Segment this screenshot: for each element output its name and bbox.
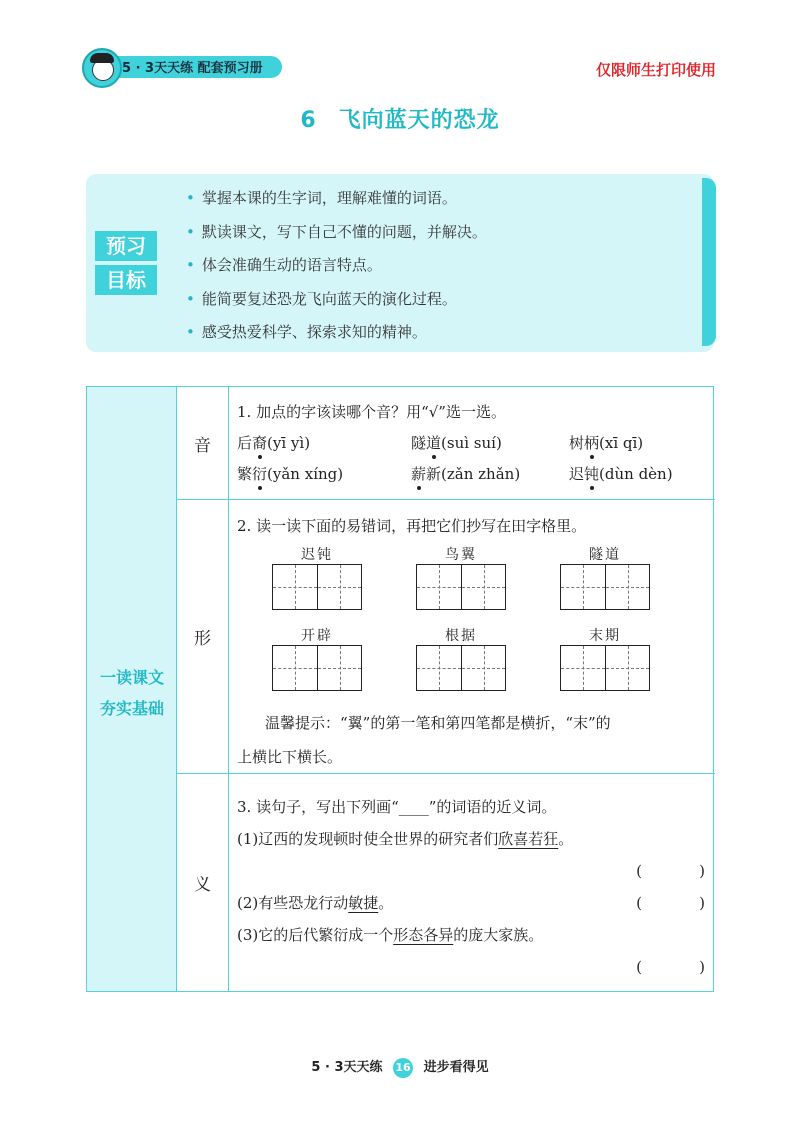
tianzige-box[interactable] (560, 564, 650, 610)
footer-left: 5 · 3天天练 (311, 1060, 383, 1075)
sound-question: 1. 加点的字该读哪个音？用“√”选一选。 后裔(yī yì) 隧道(suì suí) 树柄(xī qī) 繁衍(yǎn xíng) 薪新(zǎn zhǎn) 迟钝(dùn dèn) (237, 401, 705, 484)
footer-right: 进步看得见 (423, 1060, 489, 1075)
footer (0, 1056, 800, 1078)
row-divider (177, 499, 715, 500)
page-number: 16 (393, 1058, 413, 1078)
goal-item: • 掌握本课的生字词，理解难懂的词语。 (186, 189, 457, 207)
lesson-name: 飞向蓝天的恐龙 (338, 108, 500, 133)
pinyin-row-2: 繁衍(yǎn xíng) 薪新(zǎn zhǎn) 迟钝(dùn dèn) (237, 465, 673, 483)
tianzige-row-2 (245, 625, 705, 694)
meaning-question: 3. 读句子，写出下列画“____”的词语的近义词。 (1)辽西的发现顿时使全世界的研究者们欣喜若狂。 ( ) (2)有些恐龙行动敏捷。 ( ) (3)它的后代繁衍成一个形态各异的庞大家族。 ( ) (237, 791, 705, 983)
tianzige-box[interactable] (416, 564, 506, 610)
shape-question: 2. 读一读下面的易错词，再把它们抄写在田字格里。 迟钝 鸟翼 隧道 开辟 根据 末期 温馨提示：“翼”的第一笔和第四笔都是横折，“末”的 上横比下横长。 (237, 515, 705, 774)
word-label: 隧道 (589, 547, 621, 563)
tianzige-box[interactable] (272, 564, 362, 610)
print-note: 仅限师生打印使用 (595, 61, 716, 79)
word-label: 末期 (589, 628, 621, 644)
category-sound: 音 (177, 387, 229, 499)
meaning-q2: (2)有些恐龙行动敏捷。 ( ) (237, 887, 705, 919)
mascot-icon (82, 48, 122, 88)
brand-text: 5 · 3天天练 配套预习册 (122, 61, 263, 76)
goal-item: • 体会准确生动的语言特点。 (186, 256, 382, 275)
goal-item: • 能简要复述恐龙飞向蓝天的演化过程。 (186, 289, 457, 308)
goals-label: 预习 目标 (95, 231, 161, 297)
answer-blank[interactable]: ( ) (636, 862, 705, 880)
pinyin-row-1: 后裔(yī yì) 隧道(suì suí) 树柄(xī qī) (237, 434, 644, 452)
goals-list (186, 186, 487, 354)
goal-item: • 感受热爱科学、探索求知的精神。 (186, 323, 427, 342)
tianzige-box[interactable] (560, 645, 650, 691)
section-label: 一读课文 夯实基础 (99, 668, 164, 718)
tianzige-box[interactable] (416, 645, 506, 691)
tip-text: 温馨提示：“翼”的第一笔和第四笔都是横折，“末”的 上横比下横长。 (237, 714, 611, 766)
goals-box (86, 174, 714, 352)
answer-blank[interactable]: ( ) (636, 958, 705, 976)
meaning-q3: (3)它的后代繁衍成一个形态各异的庞大家族。 (237, 926, 544, 944)
meaning-q1: (1)辽西的发现顿时使全世界的研究者们欣喜若狂。 (237, 830, 574, 848)
row-divider (177, 773, 715, 774)
category-shape: 形 (177, 499, 229, 773)
goal-item: • 默读课文，写下自己不懂的问题，并解决。 (186, 222, 487, 241)
tianzige-box[interactable] (272, 645, 362, 691)
lesson-title (0, 103, 800, 134)
exercise-table (86, 386, 714, 992)
word-label: 根据 (445, 628, 477, 644)
category-meaning: 义 (177, 773, 229, 991)
word-label: 鸟翼 (445, 547, 477, 563)
word-label: 开辟 (301, 628, 333, 644)
section-label-column (87, 387, 177, 991)
tianzige-row-1 (245, 544, 705, 613)
word-label: 迟钝 (301, 547, 333, 563)
answer-blank[interactable]: ( ) (636, 894, 705, 912)
lesson-number: 6 (300, 108, 317, 133)
goals-edge (702, 178, 716, 346)
